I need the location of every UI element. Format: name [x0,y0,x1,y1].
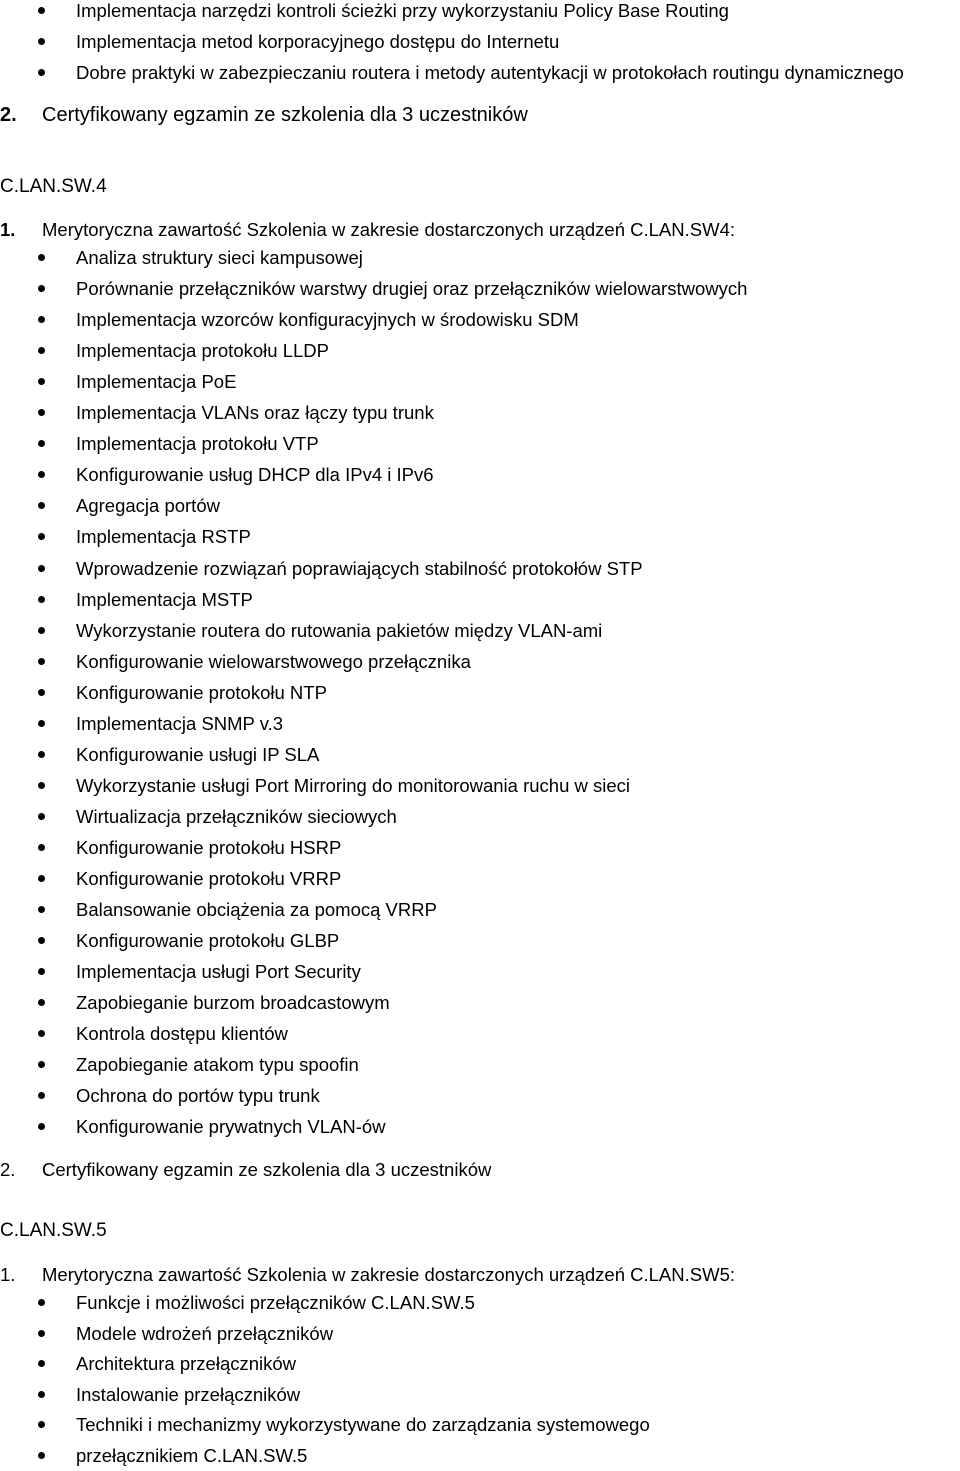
bullet-icon [38,1299,45,1306]
bullet-icon [38,1452,45,1459]
bullet-icon [38,1391,45,1398]
list-item-text: Agregacja portów [76,495,220,517]
list-item-text: Balansowanie obciążenia za pomocą VRRP [76,899,437,921]
list-item [0,1083,960,1109]
list-item [0,400,960,426]
content-heading [0,1262,960,1288]
list-item [0,618,960,644]
bullet-icon [38,347,45,354]
list-item [0,369,960,395]
list-item [0,680,960,706]
list-item [0,29,960,55]
bullet-icon [38,409,45,416]
list-item [0,1443,960,1469]
list-item [0,990,960,1016]
list-item-text: Konfigurowanie wielowarstwowego przełącznika [76,650,471,672]
list-item-text: Konfigurowanie protokołu HSRP [76,836,342,858]
list-item-text: Zapobieganie atakom typu spoofin [76,1054,359,1076]
list-item-text: Wprowadzenie rozwiązań poprawiających stabilność protokołów STP [76,557,643,579]
list-item-text: Implementacja MSTP [76,588,253,610]
list-item [0,1052,960,1078]
list-item [0,245,960,271]
list-item-text: Konfigurowanie usługi IP SLA [76,743,320,765]
bullet-icon [38,999,45,1006]
bullet-icon [38,254,45,261]
heading-number: 1. [0,219,16,240]
list-item [0,556,960,582]
bullet-icon [38,1330,45,1337]
bullet-icon [38,533,45,540]
list-item [0,866,960,892]
heading-number: 2. [0,104,17,126]
list-item-text: Implementacja PoE [76,371,237,393]
bullet-icon [38,813,45,820]
list-item-text: Konfigurowanie protokołu NTP [76,681,327,703]
list-item-text: Architektura przełączników [76,1353,297,1375]
list-item [0,493,960,519]
list-item [0,1321,960,1347]
list-item-text: Implementacja metod korporacyjnego dostępu do Internetu [76,31,560,52]
bullet-icon [38,7,45,14]
bullet-icon [38,471,45,478]
bullet-icon [38,689,45,696]
heading-text: Certyfikowany egzamin ze szkolenia dla 3 uczestników [42,1159,492,1180]
bullet-icon [38,968,45,975]
bullet-icon [38,1061,45,1068]
list-item-text: Konfigurowanie protokołu VRRP [76,868,342,889]
list-item-text: Techniki i mechanizmy wykorzystywane do zarządzania systemowego [76,1414,650,1436]
bullet-icon [38,38,45,45]
content-heading [0,217,960,243]
list-item-text: Implementacja SNMP v.3 [76,712,284,734]
list-item [0,338,960,364]
list-item-text: Implementacja usługi Port Security [76,961,361,983]
bullet-icon [38,875,45,882]
list-item [0,1351,960,1377]
list-item [0,524,960,550]
exam-heading [0,102,960,128]
bullet-icon [38,782,45,789]
exam-heading [0,1157,960,1183]
list-item-text: Instalowanie przełączników [76,1383,301,1405]
list-item-text: Kontrola dostępu klientów [76,1023,288,1045]
list-item [0,1290,960,1316]
list-item [0,742,960,768]
bullet-icon [38,440,45,447]
list-item [0,307,960,333]
bullet-icon [38,1030,45,1037]
bullet-icon [38,906,45,913]
bullet-icon [38,502,45,509]
list-item [0,1412,960,1438]
heading-number: 1. [0,1264,16,1285]
bullet-icon [38,69,45,76]
list-item [0,804,960,830]
heading-number: 2. [0,1159,16,1180]
list-item [0,60,960,86]
list-item [0,649,960,675]
course-code: C.LAN.SW.4 [0,176,107,197]
list-item-text: Implementacja protokołu LLDP [76,340,329,362]
list-item [0,431,960,457]
bullet-icon [38,316,45,323]
list-item-text: Dobre praktyki w zabezpieczaniu routera i metody autentykacji w protokołach routingu dynamicznego [76,62,904,83]
bullet-icon [38,937,45,944]
bullet-icon [38,378,45,385]
list-item [0,462,960,488]
list-item-text: Konfigurowanie protokołu GLBP [76,930,340,952]
list-item-text: Zapobieganie burzom broadcastowym [76,992,390,1014]
list-item-text: Funkcje i możliwości przełączników C.LAN.SW.5 [76,1292,475,1313]
bullet-icon [38,844,45,851]
list-item-text: Ochrona do portów typu trunk [76,1085,320,1107]
list-item-text: Konfigurowanie prywatnych VLAN-ów [76,1116,386,1138]
list-item-text: Wykorzystanie routera do rutowania pakietów między VLAN-ami [76,619,603,641]
bullet-icon [38,1123,45,1130]
bullet-icon [38,658,45,665]
list-item-text: Implementacja protokołu VTP [76,433,319,455]
list-item [0,959,960,985]
bullet-icon [38,565,45,572]
list-item [0,587,960,613]
bullet-icon [38,720,45,727]
list-item-text: Wirtualizacja przełączników sieciowych [76,805,397,827]
list-item [0,1114,960,1140]
list-item-text: Implementacja RSTP [76,526,251,548]
heading-text: Merytoryczna zawartość Szkolenia w zakresie dostarczonych urządzeń C.LAN.SW4: [42,219,735,240]
list-item-text: Implementacja narzędzi kontroli ścieżki przy wykorzystaniu Policy Base Routing [76,0,729,21]
list-item [0,1382,960,1408]
list-item-text: Analiza struktury sieci kampusowej [76,247,363,268]
list-item-text: Wykorzystanie usługi Port Mirroring do monitorowania ruchu w sieci [76,774,631,796]
list-item [0,928,960,954]
list-item [0,897,960,923]
bullet-icon [38,1421,45,1428]
heading-text: Certyfikowany egzamin ze szkolenia dla 3 uczestników [42,104,528,126]
list-item [0,773,960,799]
list-item-text: Implementacja wzorców konfiguracyjnych w środowisku SDM [76,309,579,331]
list-item-text: Modele wdrożeń przełączników [76,1322,334,1344]
list-item [0,0,960,24]
list-item-text: Porównanie przełączników warstwy drugiej oraz przełączników wielowarstwowych [76,278,748,300]
list-item [0,711,960,737]
bullet-icon [38,751,45,758]
list-item [0,835,960,861]
list-item-text: przełącznikiem C.LAN.SW.5 [76,1445,308,1466]
bullet-icon [38,627,45,634]
list-item [0,1021,960,1047]
bullet-icon [38,1360,45,1367]
heading-text: Merytoryczna zawartość Szkolenia w zakresie dostarczonych urządzeń C.LAN.SW5: [42,1264,735,1285]
list-item [0,276,960,302]
bullet-icon [38,285,45,292]
bullet-icon [38,1092,45,1099]
bullet-icon [38,596,45,603]
course-code: C.LAN.SW.5 [0,1220,107,1241]
list-item-text: Konfigurowanie usług DHCP dla IPv4 i IPv6 [76,464,434,486]
list-item-text: Implementacja VLANs oraz łączy typu trunk [76,402,434,424]
